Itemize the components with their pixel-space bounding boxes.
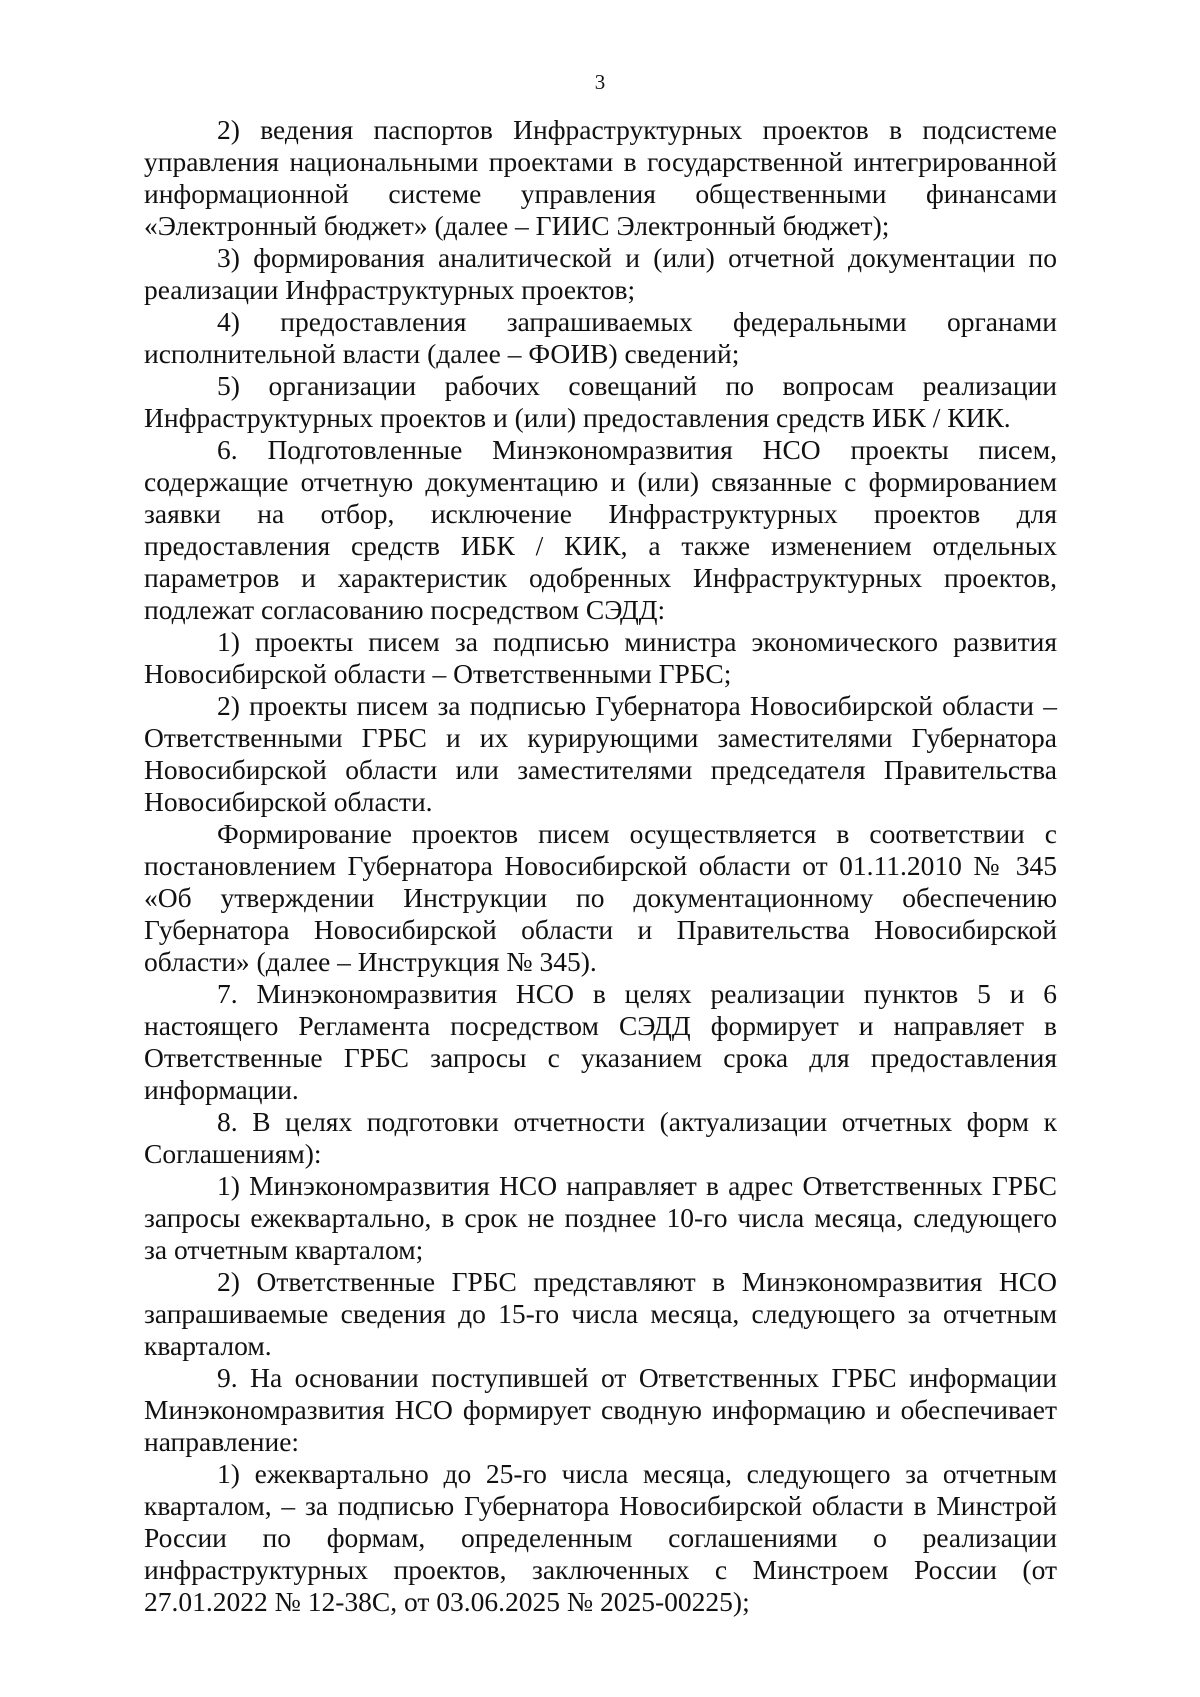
paragraph-clause-9: 9. На основании поступившей от Ответственных ГРБС информации Минэкономразвития НСО формирует сводную информацию и обеспечивает направление: <box>144 1362 1057 1457</box>
paragraph-clause-6-item-2: 2) проекты писем за подписью Губернатора Новосибирской области – Ответственными ГРБС и их курирующими заместителями Губернатора Новосибирской области или заместителями председателя Правительства Новосибирской области. <box>144 690 1057 817</box>
paragraph-letter-formation: Формирование проектов писем осуществляется в соответствии с постановлением Губернатора Новосибирской области от 01.11.2010 № 345 «Об утверждении Инструкции по документационному обеспечению Губернатора Новосибирской области и Правительства Новосибирской области» (далее – Инструкция № 345). <box>144 818 1057 977</box>
paragraph-clause-8: 8. В целях подготовки отчетности (актуализации отчетных форм к Соглашениям): <box>144 1106 1057 1169</box>
paragraph-clause-6-item-1: 1) проекты писем за подписью министра экономического развития Новосибирской области – Ответственными ГРБС; <box>144 626 1057 689</box>
paragraph-clause-8-item-1: 1) Минэкономразвития НСО направляет в адрес Ответственных ГРБС запросы ежеквартально, в срок не позднее 10-го числа месяца, следующего за отчетным кварталом; <box>144 1170 1057 1265</box>
paragraph-clause-7: 7. Минэкономразвития НСО в целях реализации пунктов 5 и 6 настоящего Регламента посредством СЭДД формирует и направляет в Ответственные ГРБС запросы с указанием срока для предоставления информации. <box>144 978 1057 1105</box>
paragraph-item-5-meetings: 5) организации рабочих совещаний по вопросам реализации Инфраструктурных проектов и (или) предоставления средств ИБК / КИК. <box>144 370 1057 433</box>
paragraph-clause-9-item-1: 1) ежеквартально до 25-го числа месяца, следующего за отчетным кварталом, – за подписью Губернатора Новосибирской области в Минстрой России по формам, определенным соглашениями о реализации инфраструктурных проектов, заключенных с Минстроем России (от 27.01.2022 № 12-38С, от 03.06.2025 № 2025-00225); <box>144 1458 1057 1617</box>
paragraph-clause-6: 6. Подготовленные Минэкономразвития НСО проекты писем, содержащие отчетную документацию и (или) связанные с формированием заявки на отбор, исключение Инфраструктурных проектов для предоставления средств ИБК / КИК, а также изменением отдельных параметров и характеристик одобренных Инфраструктурных проектов, подлежат согласованию посредством СЭДД: <box>144 434 1057 625</box>
paragraph-clause-8-item-2: 2) Ответственные ГРБС представляют в Минэкономразвития НСО запрашиваемые сведения до 15-го числа месяца, следующего за отчетным кварталом. <box>144 1266 1057 1361</box>
paragraph-item-2-passports: 2) ведения паспортов Инфраструктурных проектов в подсистеме управления национальными проектами в государственной интегрированной информационной системе управления общественными финансами «Электронный бюджет» (далее – ГИИС Электронный бюджет); <box>144 114 1057 241</box>
page-number: 3 <box>594 70 606 94</box>
document-body <box>144 114 1057 1618</box>
paragraph-item-3-documentation: 3) формирования аналитической и (или) отчетной документации по реализации Инфраструктурных проектов; <box>144 242 1057 305</box>
paragraph-item-4-foiv: 4) предоставления запрашиваемых федеральными органами исполнительной власти (далее – ФОИВ) сведений; <box>144 306 1057 369</box>
